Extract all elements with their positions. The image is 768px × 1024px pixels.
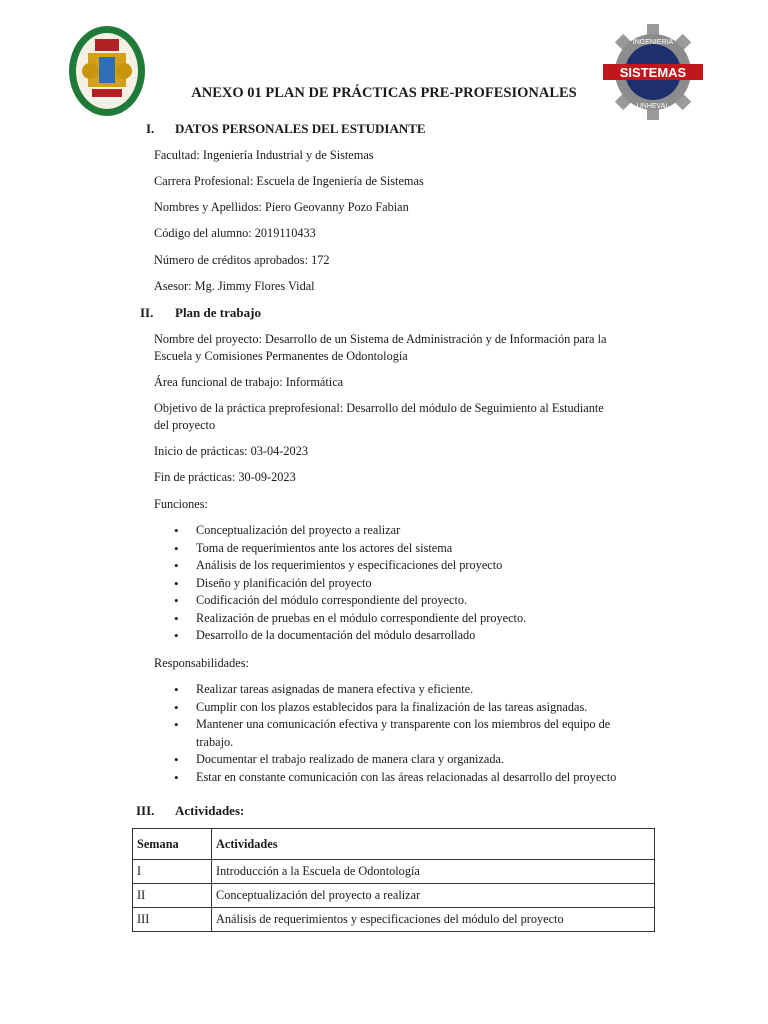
activity-cell: Conceptualización del proyecto a realizar [212, 884, 655, 908]
document-title: ANEXO 01 PLAN DE PRÁCTICAS PRE-PROFESIONALES [191, 85, 577, 101]
list-item: • Mantener una comunicación efectiva y transparente con los miembros del equipo de trabajo. [174, 716, 644, 751]
list-item: • Diseño y planificación del proyecto [174, 575, 654, 593]
activity-cell: Análisis de requerimientos y especificaciones del módulo del proyecto [212, 908, 655, 932]
responsibilities-label: Responsabilidades: [154, 656, 249, 670]
list-item: • Codificación del módulo correspondiente del proyecto. [174, 592, 654, 610]
field-student-code: Código del alumno: 2019110433 [154, 226, 316, 240]
responsibilities-list [174, 681, 644, 786]
activity-cell: Introducción a la Escuela de Odontología [212, 860, 655, 884]
functions-label: Funciones: [154, 497, 208, 511]
list-item: • Toma de requerimientos ante los actores del sistema [174, 540, 654, 558]
week-cell: I [133, 860, 212, 884]
svg-text:INGENIERIA: INGENIERIA [632, 39, 674, 46]
section-heading-1 [0, 121, 768, 139]
list-item: • Desarrollo de la documentación del módulo desarrollado [174, 627, 654, 645]
functions-list [174, 522, 654, 645]
list-item: • Cumplir con los plazos establecidos para la finalización de las tareas asignadas. [174, 699, 644, 717]
table-header-row [133, 829, 655, 860]
column-header-week: Semana [133, 829, 212, 860]
week-cell: III [133, 908, 212, 932]
section-heading-3 [0, 803, 768, 821]
section-number: II. [140, 305, 154, 320]
section-heading-2 [0, 305, 768, 323]
table-row [133, 884, 655, 908]
section-number: III. [136, 803, 155, 818]
field-career: Carrera Profesional: Escuela de Ingeniería de Sistemas [154, 174, 424, 188]
objective-line-2: del proyecto [154, 418, 216, 432]
table-row [133, 860, 655, 884]
section-title: Plan de trabajo [175, 305, 261, 320]
field-credits: Número de créditos aprobados: 172 [154, 253, 330, 267]
objective-line-1: Objetivo de la práctica preprofesional: Desarrollo del módulo de Seguimiento al Estudiante [154, 401, 604, 415]
list-item: • Conceptualización del proyecto a realizar [174, 522, 654, 540]
activities-table [132, 828, 655, 932]
sistemas-gear-logo [603, 22, 703, 122]
section-number: I. [146, 121, 155, 136]
list-item: • Documentar el trabajo realizado de manera clara y organizada. [174, 751, 644, 769]
field-advisor: Asesor: Mg. Jimmy Flores Vidal [154, 279, 315, 293]
university-seal-logo [68, 25, 146, 117]
end-date: Fin de prácticas: 30-09-2023 [154, 470, 296, 484]
table-row [133, 908, 655, 932]
field-name: Nombres y Apellidos: Piero Geovanny Pozo Fabian [154, 200, 409, 214]
list-item: • Realizar tareas asignadas de manera efectiva y eficiente. [174, 681, 644, 699]
functional-area: Área funcional de trabajo: Informática [154, 375, 344, 389]
week-cell: II [133, 884, 212, 908]
svg-text:UNHEVAL: UNHEVAL [636, 103, 670, 110]
list-item: • Estar en constante comunicación con las áreas relacionadas al desarrollo del proyecto [174, 769, 644, 787]
column-header-activities: Actividades [212, 829, 655, 860]
start-date: Inicio de prácticas: 03-04-2023 [154, 444, 308, 458]
list-item: • Realización de pruebas en el módulo correspondiente del proyecto. [174, 610, 654, 628]
project-name-line-1: Nombre del proyecto: Desarrollo de un Sistema de Administración y de Información para la [154, 332, 607, 346]
section-title: Actividades: [175, 803, 245, 818]
list-item: • Análisis de los requerimientos y especificaciones del proyecto [174, 557, 654, 575]
section-title: DATOS PERSONALES DEL ESTUDIANTE [175, 121, 426, 136]
svg-text:SISTEMAS: SISTEMAS [619, 65, 687, 80]
field-faculty: Facultad: Ingeniería Industrial y de Sistemas [154, 148, 374, 162]
project-name-line-2: Escuela y Comisiones Permanentes de Odontología [154, 349, 408, 363]
